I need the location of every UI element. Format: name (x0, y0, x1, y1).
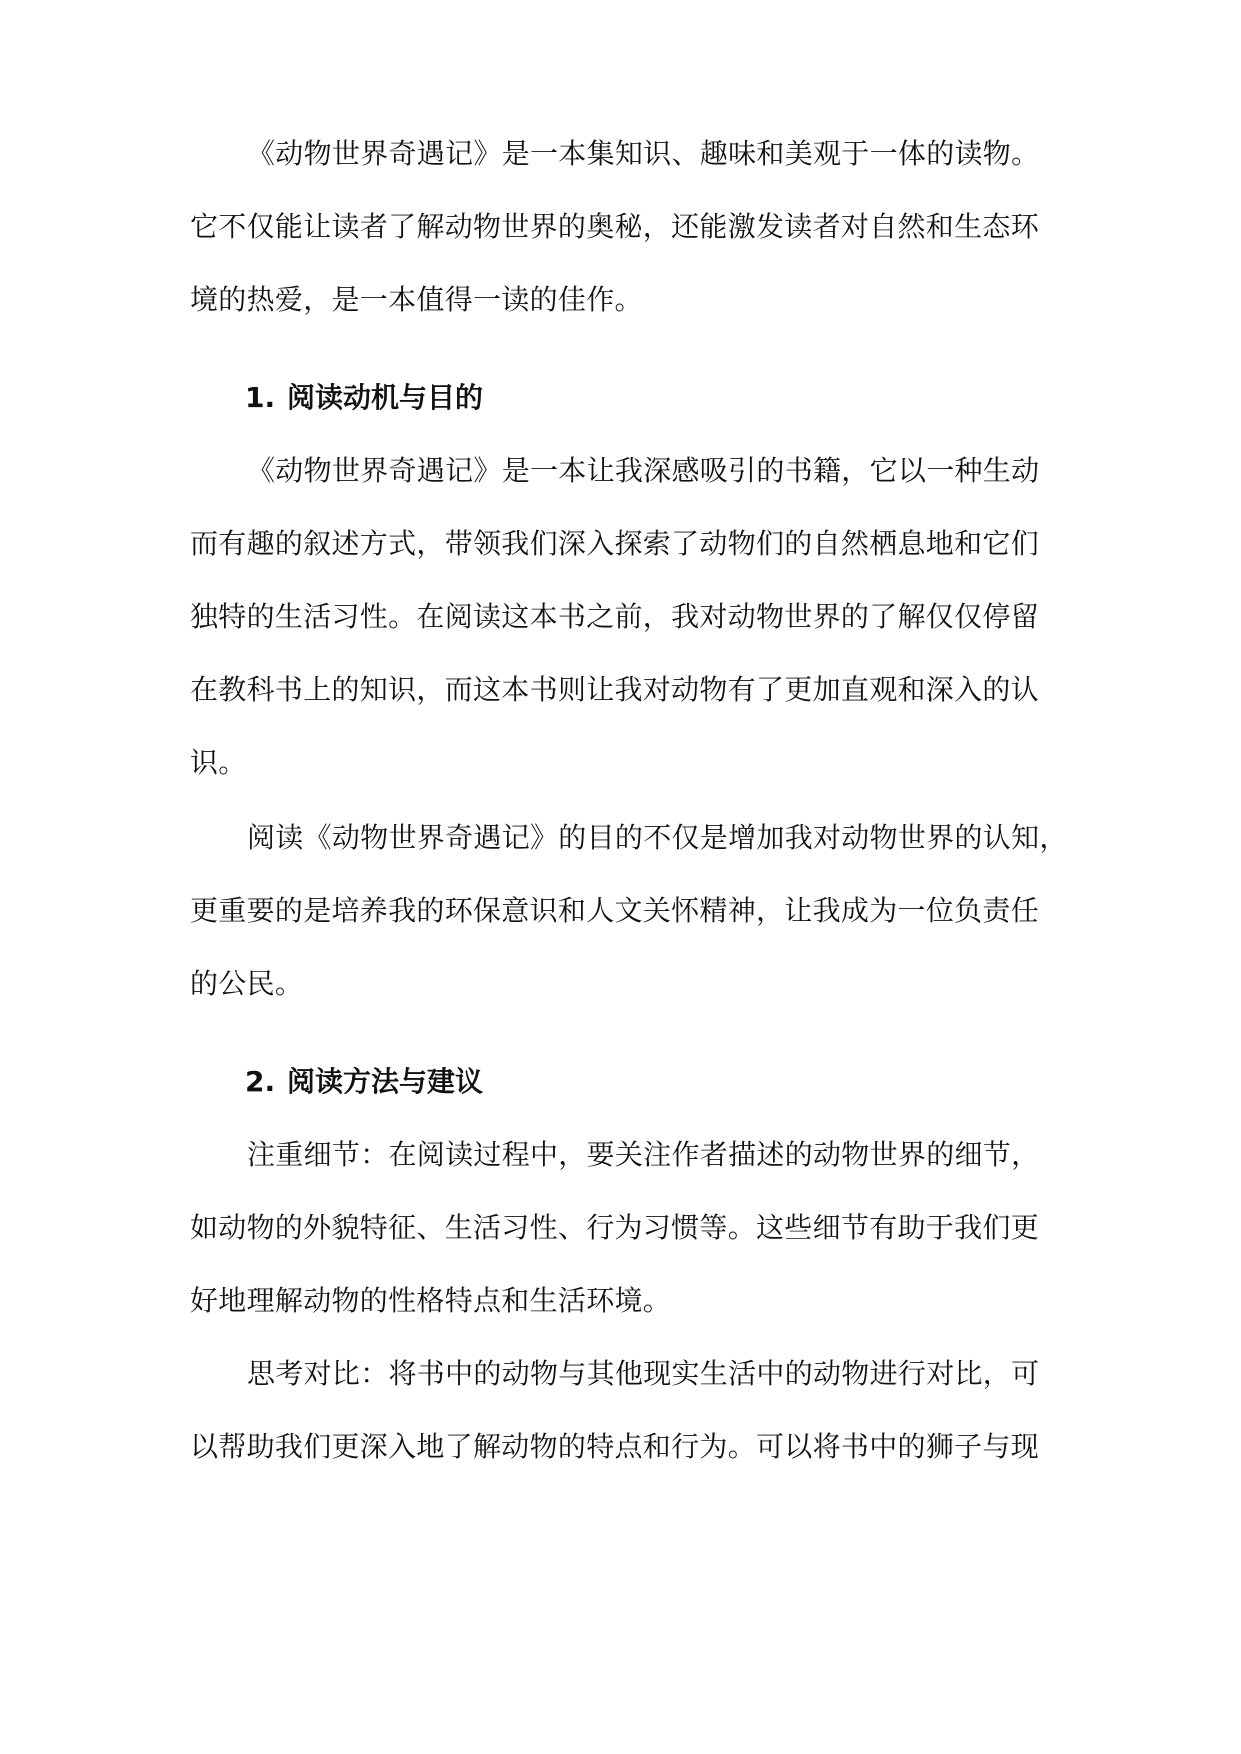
section-2-paragraph-2 (190, 1337, 1050, 1483)
paragraph-line: 在教科书上的知识，而这本书则让我对动物有了更加直观和深入的认 (190, 673, 1040, 706)
section-1-paragraph-2 (190, 801, 1068, 1020)
intro-line: 它不仅能让读者了解动物世界的奥秘，还能激发读者对自然和生态环 (190, 210, 1040, 243)
section-2-title: 阅读方法与建议 (287, 1065, 484, 1098)
paragraph-line: 好地理解动物的性格特点和生活环境。 (190, 1284, 672, 1317)
paragraph-line: 注重细节：在阅读过程中，要关注作者描述的动物世界的细节， (247, 1138, 1040, 1171)
section-2 (190, 1045, 1050, 1118)
paragraph-line: 独特的生活习性。在阅读这本书之前，我对动物世界的了解仅仅停留 (190, 600, 1040, 633)
intro-line: 《动物世界奇遇记》是一本集知识、趣味和美观于一体的读物。 (247, 137, 1040, 170)
paragraph-line: 《动物世界奇遇记》是一本让我深感吸引的书籍，它以一种生动 (247, 454, 1040, 487)
section-1-title: 阅读动机与目的 (287, 381, 484, 414)
paragraph-line: 而有趣的叙述方式，带领我们深入探索了动物们的自然栖息地和它们 (190, 527, 1040, 560)
paragraph-line: 思考对比：将书中的动物与其他现实生活中的动物进行对比，可 (247, 1357, 1040, 1390)
paragraph-line: 如动物的外貌特征、生活习性、行为习惯等。这些细节有助于我们更 (190, 1211, 1040, 1244)
section-1 (190, 361, 1050, 434)
intro-paragraph (190, 117, 1050, 336)
section-1-heading (190, 361, 1050, 434)
paragraph-line: 以帮助我们更深入地了解动物的特点和行为。可以将书中的狮子与现 (190, 1430, 1040, 1463)
paragraph-line: 阅读《动物世界奇遇记》的目的不仅是增加我对动物世界的认知， (247, 821, 1068, 854)
paragraph-line: 的公民。 (190, 967, 304, 1000)
section-2-heading (190, 1045, 1050, 1118)
section-2-paragraph-1 (190, 1118, 1050, 1337)
intro-line: 境的热爱，是一本值得一读的佳作。 (190, 283, 643, 316)
paragraph-line: 更重要的是培养我的环保意识和人文关怀精神，让我成为一位负责任 (190, 894, 1040, 927)
paragraph-line: 识。 (190, 746, 247, 779)
section-1-paragraph-1 (190, 434, 1050, 799)
section-2-number: 2. (245, 1065, 276, 1098)
section-1-number: 1. (245, 381, 276, 414)
